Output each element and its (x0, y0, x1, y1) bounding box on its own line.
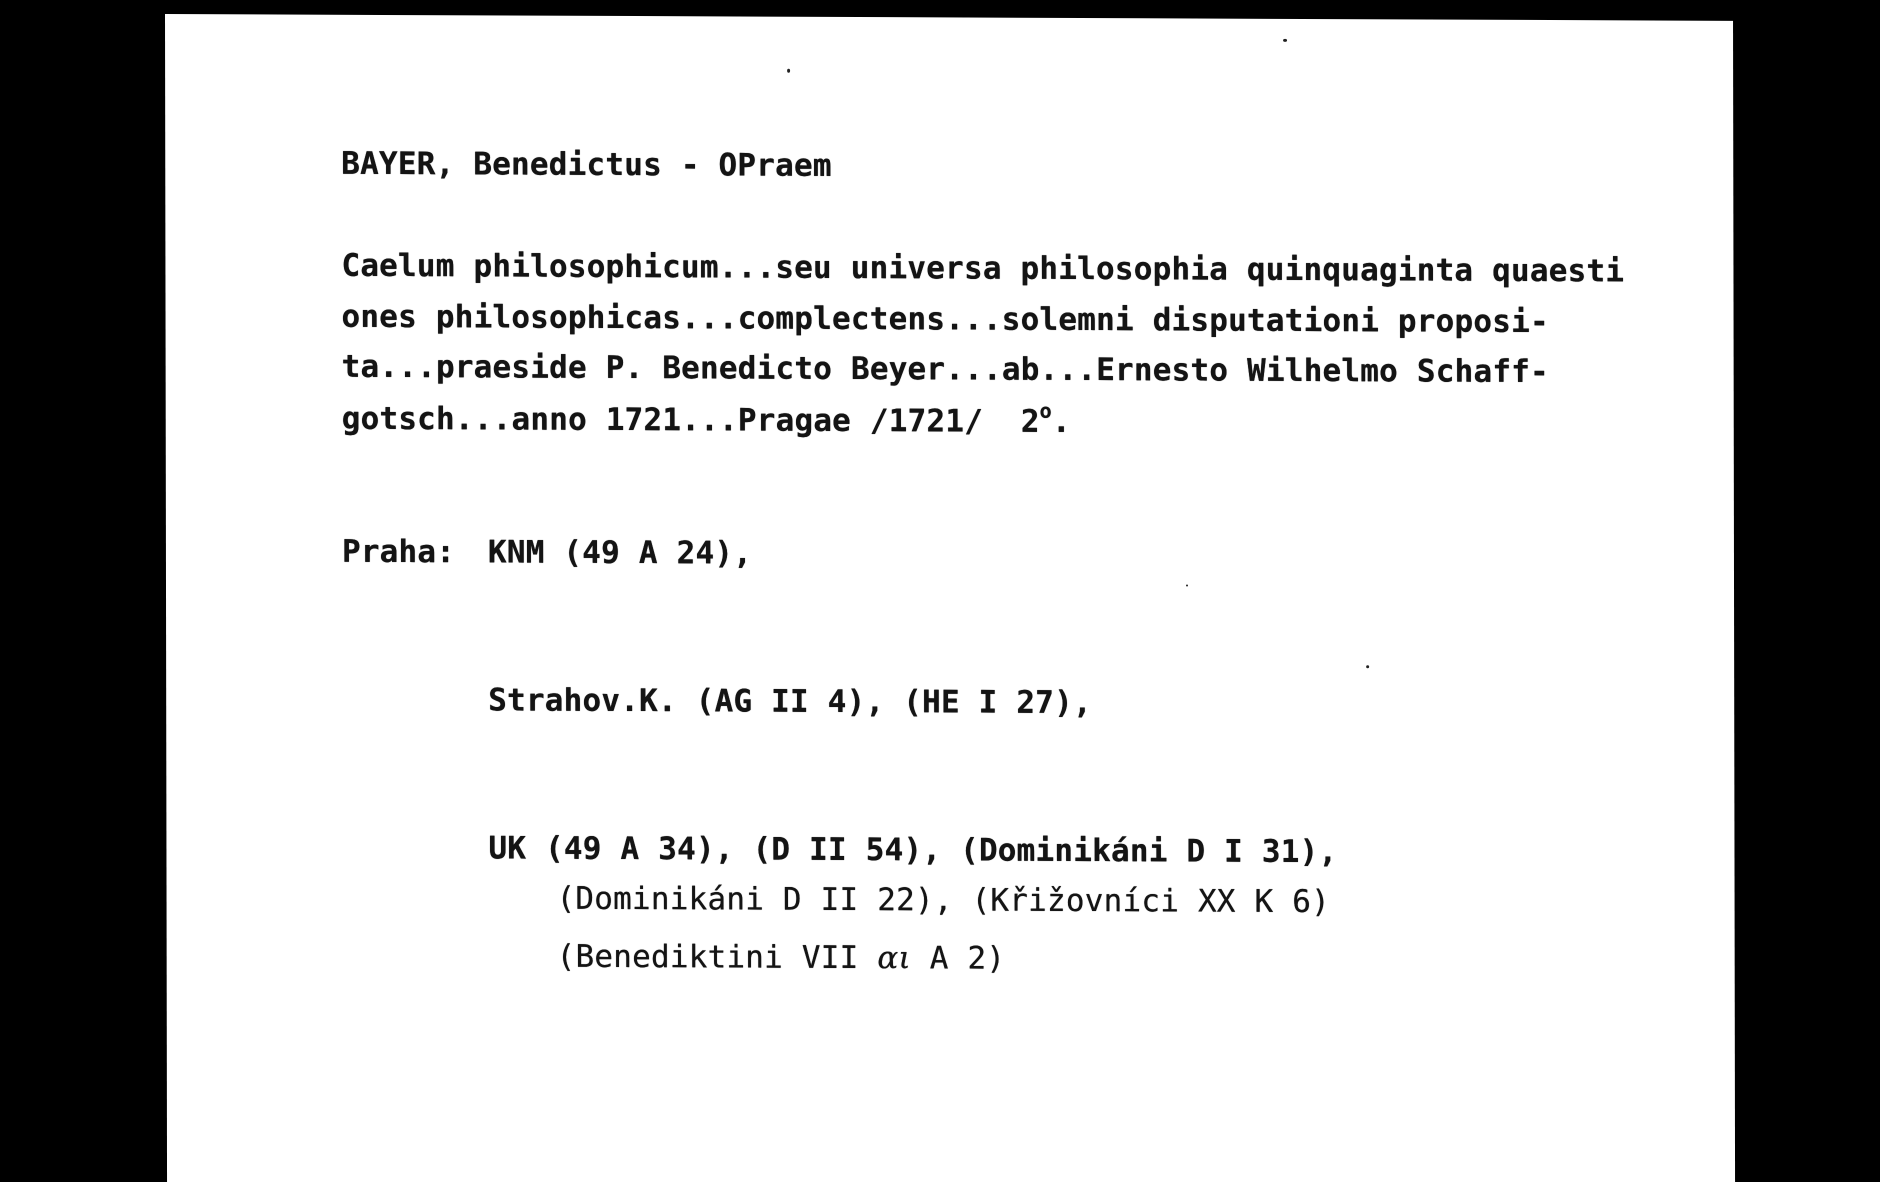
format-superscript: o (1039, 398, 1052, 423)
title-line-2: ones philosophicas...complectens...solemni disputationi proposi- (341, 298, 1549, 341)
catalog-card (165, 14, 1735, 1182)
title-line-3: ta...praeside P. Benedicto Beyer...ab...Ernesto Wilhelmo Schaff- (341, 348, 1549, 391)
holdings-uk-line-1: UK (49 A 34), (D II 54), (Dominikáni D I 31), (488, 830, 1338, 871)
author-heading: BAYER, Benedictus - OPraem (341, 145, 832, 184)
holdings-knm: KNM (49 A 24), (487, 534, 753, 572)
handwritten-correction: αι (877, 940, 911, 977)
title-line-4-text: gotsch...anno 1721...Pragae /1721/ 2 (341, 400, 1040, 440)
uk-line-3-prefix: (Benediktini VII (556, 938, 878, 977)
holdings-uk-line-2: (Dominikáni D II 22), (Křižovníci XX K 6) (556, 880, 1331, 921)
dust-speck (787, 69, 790, 73)
holdings-strahov: Strahov.K. (AG II 4), (HE I 27), (488, 682, 1092, 722)
title-line-4 (341, 398, 1071, 440)
title-line-1: Caelum philosophicum...seu universa philosophia quinquaginta quaesti (341, 247, 1625, 290)
uk-line-3-suffix: A 2) (910, 940, 1006, 977)
dust-speck (1283, 39, 1287, 42)
format-suffix: . (1051, 403, 1071, 440)
holdings-city-label: Praha: (341, 533, 456, 571)
dust-speck (1186, 584, 1188, 586)
holdings-uk-line-3 (556, 938, 1006, 977)
dust-speck (1366, 665, 1369, 668)
